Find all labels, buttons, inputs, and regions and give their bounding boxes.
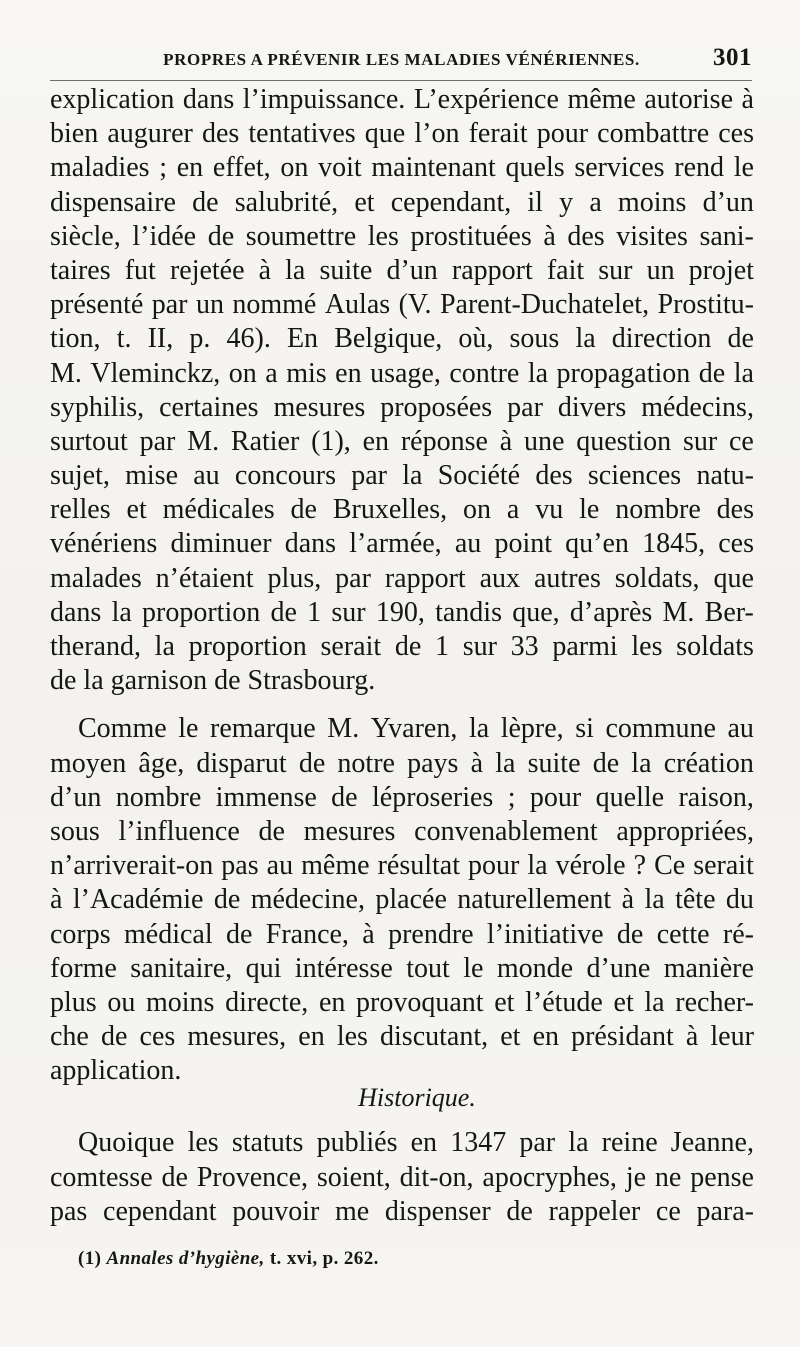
text-line: siècle, l’idée de soumettre les prostituées à des visites sani- bbox=[50, 220, 754, 252]
paragraph bbox=[50, 83, 754, 698]
footnote-marker: (1) bbox=[78, 1248, 102, 1269]
text-line: présenté par un nommé Aulas (V. Parent-Duchatelet, Prostitu- bbox=[50, 289, 754, 321]
footnote-title: Annales d’hygiène, bbox=[106, 1248, 265, 1269]
text-line: n’arriverait-on pas au même résultat pour la vérole ? Ce serait bbox=[50, 850, 754, 882]
text-line: application. bbox=[50, 1055, 182, 1087]
text-line: malades n’étaient plus, par rapport aux autres soldats, que bbox=[50, 562, 754, 594]
text-line: corps médical de France, à prendre l’initiative de cette ré- bbox=[50, 918, 754, 950]
text-line: syphilis, certaines mesures proposées par divers médecins, bbox=[50, 391, 754, 423]
text-line: M. Vleminckz, on a mis en usage, contre la propagation de la bbox=[50, 357, 754, 389]
text-line: dans la proportion de 1 sur 190, tandis que, d’après M. Ber- bbox=[50, 596, 754, 628]
text-line: Comme le remarque M. Yvaren, la lèpre, si commune au bbox=[78, 713, 754, 745]
text-line: de la garnison de Strasbourg. bbox=[50, 665, 376, 697]
text-line: explication dans l’impuissance. L’expérience même autorise à bbox=[50, 84, 754, 115]
text-line: à l’Académie de médecine, placée naturellement à la tête du bbox=[50, 884, 754, 916]
text-line: d’un nombre immense de léproseries ; pour quelle raison, bbox=[50, 781, 754, 813]
paragraph bbox=[50, 1126, 754, 1229]
text-line: sujet, mise au concours par la Société des sciences natu- bbox=[50, 460, 754, 492]
text-line: Quoique les statuts publiés en 1347 par la reine Jeanne, bbox=[78, 1127, 754, 1159]
text-line: moyen âge, disparut de notre pays à la suite de la création bbox=[50, 747, 754, 779]
text-line: tion, t. II, p. 46). En Belgique, où, sous la direction de bbox=[50, 323, 754, 355]
text-line: plus ou moins directe, en provoquant et l’étude et la recher- bbox=[50, 986, 754, 1018]
text-line: taires fut rejetée à la suite d’un rapport fait sur un projet bbox=[50, 254, 754, 286]
text-line: surtout par M. Ratier (1), en réponse à une question sur ce bbox=[50, 425, 754, 457]
text-line: vénériens diminuer dans l’armée, au point qu’en 1845, ces bbox=[50, 528, 754, 560]
text-line: bien augurer des tentatives que l’on ferait pour combattre ces bbox=[50, 118, 754, 150]
text-line: sous l’influence de mesures convenablement appropriées, bbox=[50, 815, 754, 847]
text-line: dispensaire de salubrité, et cependant, il y a moins d’un bbox=[50, 186, 754, 218]
text-line: therand, la proportion serait de 1 sur 33 parmi les soldats bbox=[50, 631, 754, 662]
section-heading: Historique. bbox=[358, 1083, 476, 1113]
running-title: PROPRES A PRÉVENIR LES MALADIES VÉNÉRIENNES. bbox=[163, 50, 640, 69]
text-line: forme sanitaire, qui intéresse tout le monde d’une manière bbox=[50, 952, 754, 984]
text-line: maladies ; en effet, on voit maintenant quels services rend le bbox=[50, 152, 754, 184]
text-line: pas cependant pouvoir me dispenser de rappeler ce para- bbox=[50, 1195, 754, 1227]
footnote-ref: t. xvi, p. 262. bbox=[269, 1248, 379, 1269]
text-line: che de ces mesures, en les discutant, et en présidant à leur bbox=[50, 1021, 754, 1053]
text-line: relles et médicales de Bruxelles, on a vu le nombre des bbox=[50, 494, 754, 526]
body-text bbox=[50, 83, 754, 1229]
text-line: comtesse de Provence, soient, dit-on, apocryphes, je ne pense bbox=[50, 1161, 754, 1193]
footnote bbox=[78, 1248, 379, 1270]
page-number: 301 bbox=[713, 44, 752, 71]
running-head bbox=[50, 44, 752, 81]
paragraph bbox=[50, 712, 754, 1088]
